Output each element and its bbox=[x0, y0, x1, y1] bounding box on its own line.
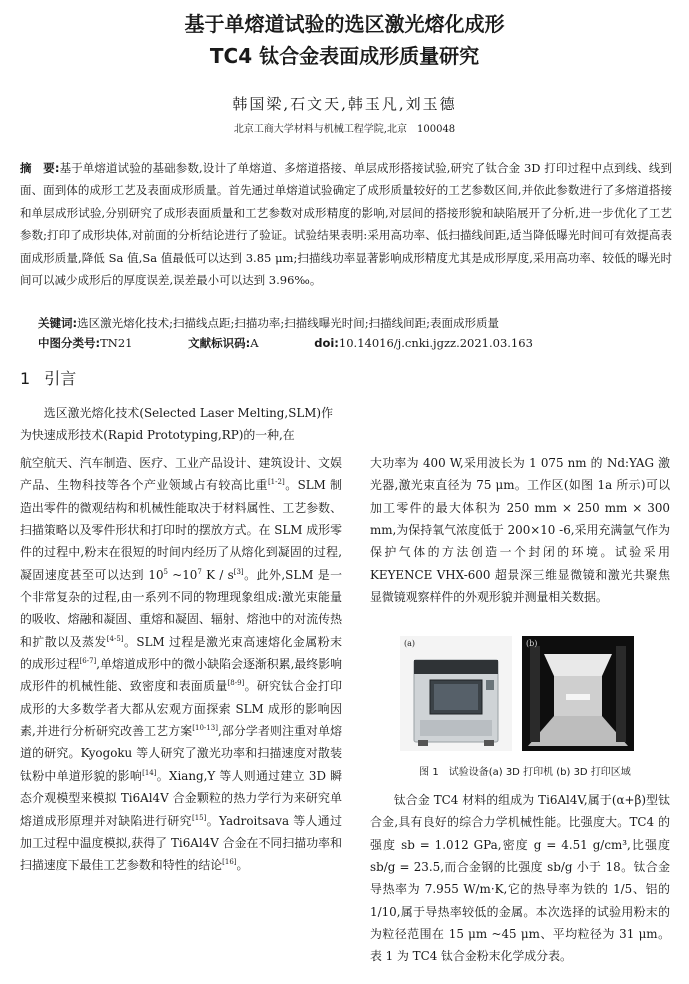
exponent: 5 bbox=[163, 567, 168, 576]
section-title: 引言 bbox=[44, 369, 77, 388]
citation: [10-13] bbox=[192, 724, 218, 733]
figure-1 bbox=[400, 636, 675, 756]
doi-value: 10.14016/j.cnki.jgzz.2021.03.163 bbox=[338, 336, 533, 350]
citation: [15] bbox=[191, 813, 207, 822]
exponent: 7 bbox=[197, 567, 202, 576]
abstract bbox=[20, 157, 672, 291]
right-column-paragraph-2: 钛合金 TC4 材料的组成为 Ti6Al4V,属于(α+β)型钛合金,具有良好的综合力学机械性能。比强度大。TC4 的强度 sb = 1.012 GPa,密度 g = 4.51 g/cm³,比强度 sb/g = 23.5,而合金钢的比强度 sb/g 小于 18。钛合金导热率为 7.955 W/m·K,它的热导率为铁的 1/5、铝的 1/10,属于导热率较低的金属。本次选择的试验用粉末的为粒径范围在 15 μm ~45 μm、平均粒径为 31 μm。表 1 为 TC4 钛合金粉末化学成分表。 bbox=[370, 793, 670, 964]
section-number: 1 bbox=[20, 369, 31, 388]
right-column-paragraph-1: 大功率为 400 W,采用波长为 1 075 nm 的 Nd:YAG 激光器,激光束直径为 75 μm。工作区(如图 1a 所示)可以加工零件的最大体积为 250 mm × 250 mm × 300 mm,为保持氧气浓度低于 200×10 -6,采用充满氩气作为保护气体的方法创造一个封闭的环境。试验采用 KEYENCE VHX-600 超景深三维显微镜和激光共聚焦显微镜观察样件的外观形貌并测量相关数据。 bbox=[370, 456, 670, 605]
clc-label: 中图分类号: bbox=[38, 336, 101, 350]
figure-panel-printer bbox=[400, 636, 512, 751]
citation: [3] bbox=[233, 567, 244, 576]
paper-title-line-2: TC4 钛合金表面成形质量研究 bbox=[209, 44, 480, 68]
left-column-text: 航空航天、汽车制造、医疗、工业产品设计、建筑设计、文娱产品、生物科技等各个产业领域占有较高比重[1-2]。SLM 制造出零件的微观结构和机械性能取决于材料属性、工艺参数、扫描策略以及零件形状和打印时的摆放方式。在 SLM 成形零件的过程中,粉末在很短的时间内经历了从熔化到凝固的过程,凝固速度甚至可以达到 $10^5$ $\sim 10^7$ K / s[3]。此外,SLM 是一个非常复杂的过程,由一系列不同的物理现象组成:激光束能量的吸收、熔融和凝固、重熔和凝固、辐射、熔池中的对流传热和扩散以及蒸发[4-5]。SLM 过程是激光束高速熔化金属粉末的成形过程[6-7],单熔道成形中的微小缺陷会逐渐积累,最终影响成形件的机械性能、致密度和表面质量[8-9]。研究钛合金打印成形的大多数学者大都从宏观方面探索 SLM 成形的影响因素,并进行分析研究改善工艺方案[10-13],部分学者则注重对单熔道的研究。Kyogoku 等人研究了激光功率和扫描速度对散装钛粉中单道形貌的影响[14]。Xiang,Y 等人则通过建立 3D 瞬态介观模型来模拟 Ti6Al4V 合金颗粒的热力学行为来研究单熔道成形原理并对缺陷进行研究[15]。Yadroitsava 等人通过加工过程中温度模拟,获得了 Ti6Al4V 合金在不同扫描功率和扫描速度下最佳工艺参数和特性的结论[16]。 bbox=[20, 456, 343, 873]
figure-panel-print-area bbox=[522, 636, 634, 751]
citation: [1-2] bbox=[267, 478, 285, 487]
citation: [16] bbox=[222, 858, 237, 867]
author-list: 韩国梁,石文天,韩玉凡,刘玉德 bbox=[232, 95, 457, 113]
citation: [14] bbox=[142, 768, 157, 777]
section-heading bbox=[20, 368, 76, 390]
panel-label-a: (a) bbox=[404, 639, 416, 648]
abstract-label: 摘 要: bbox=[20, 161, 60, 175]
paper-title-line-1: 基于单熔道试验的选区激光熔化成形 bbox=[184, 12, 505, 36]
affiliation: 北京工商大学材料与机械工程学院,北京 100048 bbox=[233, 124, 456, 135]
3d-printer-illustration bbox=[400, 636, 512, 751]
doi-label: doi: bbox=[314, 336, 339, 350]
citation: [8-9] bbox=[227, 679, 245, 688]
figure-caption: 图 1 试验设备(a) 3D 打印机 (b) 3D 打印区域 bbox=[419, 767, 631, 778]
doc-code-label: 文献标识码: bbox=[188, 336, 251, 350]
citation: [4-5] bbox=[106, 634, 124, 643]
panel-label-b: (b) bbox=[526, 639, 538, 648]
classification-line bbox=[38, 334, 668, 352]
citation: [6-7] bbox=[79, 657, 97, 666]
abstract-text: 基于单熔道试验的基础参数,设计了单熔道、多熔道搭接、单层成形搭接试验,研究了钛合金 3D 打印过程中点到线、线到面、面到体的成形工艺及表面成形质量。首先通过单熔道试验确定了成形质量较好的工艺参数区间,并依此参数进行了多熔道搭接和单层成形试验,分别研究了成形表面质量和工艺参数对成形精度的影响,对层间的搭接形貌和缺陷展开了分析,进一步优化了工艺参数;打印了成形块体,对前面的分析结论进行了验证。试验结果表明:采用高功率、低扫描线间距,适当降低曝光时间可有效提高表面成形质量,降低 Sa 值,Sa 值最低可以达到 3.85 μm;扫描线功率显著影响成形精度尤其是成形厚度,采用高功率、较低的曝光时间可以减少成形后的厚度误差,误差最小可以达到 3.96‰。 bbox=[20, 161, 672, 288]
clc-value: TN21 bbox=[100, 336, 133, 350]
keywords-label: 关键词: bbox=[38, 316, 78, 330]
keywords bbox=[38, 314, 668, 332]
print-chamber-illustration bbox=[522, 636, 634, 751]
intro-paragraph: 选区激光熔化技术(Selected Laser Melting,SLM)作为快速成形技术(Rapid Prototyping,RP)的一种,在 bbox=[20, 406, 333, 443]
doc-code-value: A bbox=[250, 336, 259, 350]
keywords-text: 选区激光熔化技术;扫描线点距;扫描功率;扫描线曝光时间;扫描线间距;表面成形质量 bbox=[77, 316, 499, 330]
